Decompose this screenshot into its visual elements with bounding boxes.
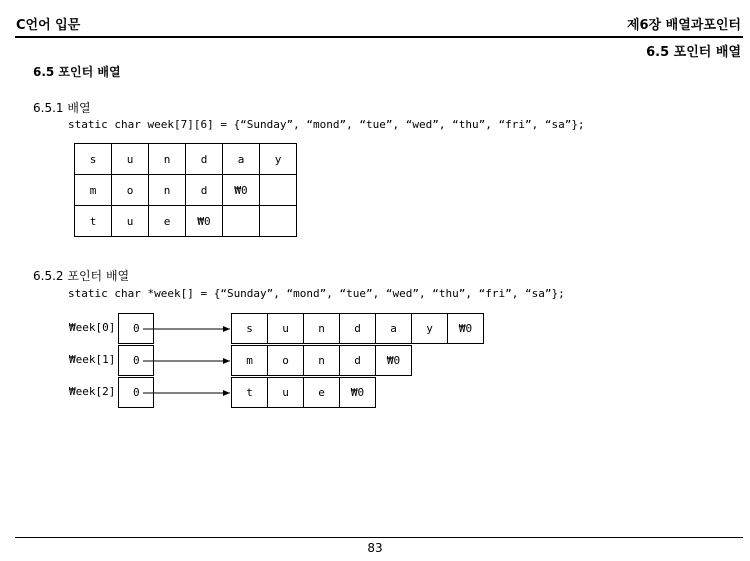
pointer-label: ₩eek[1]	[69, 353, 116, 366]
pointer-cell: 0	[118, 345, 154, 376]
string-char-cell: d	[339, 313, 376, 344]
string-char-cell: s	[231, 313, 268, 344]
code-line-2: static char *week[] = {“Sunday”, “mond”, “tue”, “wed”, “thu”, “fri”, “sa”};	[68, 287, 565, 300]
string-char-cell: n	[303, 345, 340, 376]
array-cell	[260, 175, 297, 206]
string-row	[231, 313, 484, 344]
subsection-title-1: 6.5.1 배열	[33, 101, 91, 115]
pointer-cell: 0	[118, 313, 154, 344]
array-cell	[260, 206, 297, 237]
string-char-cell: t	[231, 377, 268, 408]
pointer-label: ₩eek[0]	[69, 321, 116, 334]
string-char-cell: u	[267, 313, 304, 344]
code-line-1: static char week[7][6] = {“Sunday”, “mond”, “tue”, “wed”, “thu”, “fri”, “sa”};	[68, 118, 585, 131]
book-title: C언어 입문	[16, 18, 81, 33]
array-cell: d	[186, 144, 223, 175]
pointer-cell: 0	[118, 377, 154, 408]
string-char-cell: n	[303, 313, 340, 344]
string-char-cell: m	[231, 345, 268, 376]
string-char-cell: e	[303, 377, 340, 408]
subsection-title-2: 6.5.2 포인터 배열	[33, 269, 130, 283]
array-row	[75, 175, 297, 206]
array-cell: s	[75, 144, 112, 175]
string-char-cell: y	[411, 313, 448, 344]
page-number: 83	[367, 541, 383, 555]
footer-rule	[15, 537, 743, 538]
section-title: 6.5 포인터 배열	[33, 65, 121, 79]
string-char-cell: u	[267, 377, 304, 408]
array-cell: ₩0	[186, 206, 223, 237]
array-cell: ₩0	[223, 175, 260, 206]
array-cell: t	[75, 206, 112, 237]
array-cell: n	[149, 144, 186, 175]
section-header: 6.5 포인터 배열	[646, 45, 741, 60]
char-array-table	[74, 143, 297, 237]
pointer-label: ₩eek[2]	[69, 385, 116, 398]
string-char-cell: a	[375, 313, 412, 344]
string-char-cell: o	[267, 345, 304, 376]
string-row	[231, 345, 412, 376]
array-cell: o	[112, 175, 149, 206]
string-char-cell: ₩0	[339, 377, 376, 408]
header-rule	[15, 36, 743, 38]
array-cell	[223, 206, 260, 237]
array-row	[75, 144, 297, 175]
array-cell: n	[149, 175, 186, 206]
array-cell: e	[149, 206, 186, 237]
string-char-cell: ₩0	[375, 345, 412, 376]
array-row	[75, 206, 297, 237]
array-cell: m	[75, 175, 112, 206]
array-cell: u	[112, 144, 149, 175]
array-cell: d	[186, 175, 223, 206]
string-row	[231, 377, 376, 408]
array-cell: u	[112, 206, 149, 237]
string-char-cell: ₩0	[447, 313, 484, 344]
string-char-cell: d	[339, 345, 376, 376]
array-cell: y	[260, 144, 297, 175]
chapter-title: 제6장 배열과포인터	[626, 18, 741, 33]
array-cell: a	[223, 144, 260, 175]
